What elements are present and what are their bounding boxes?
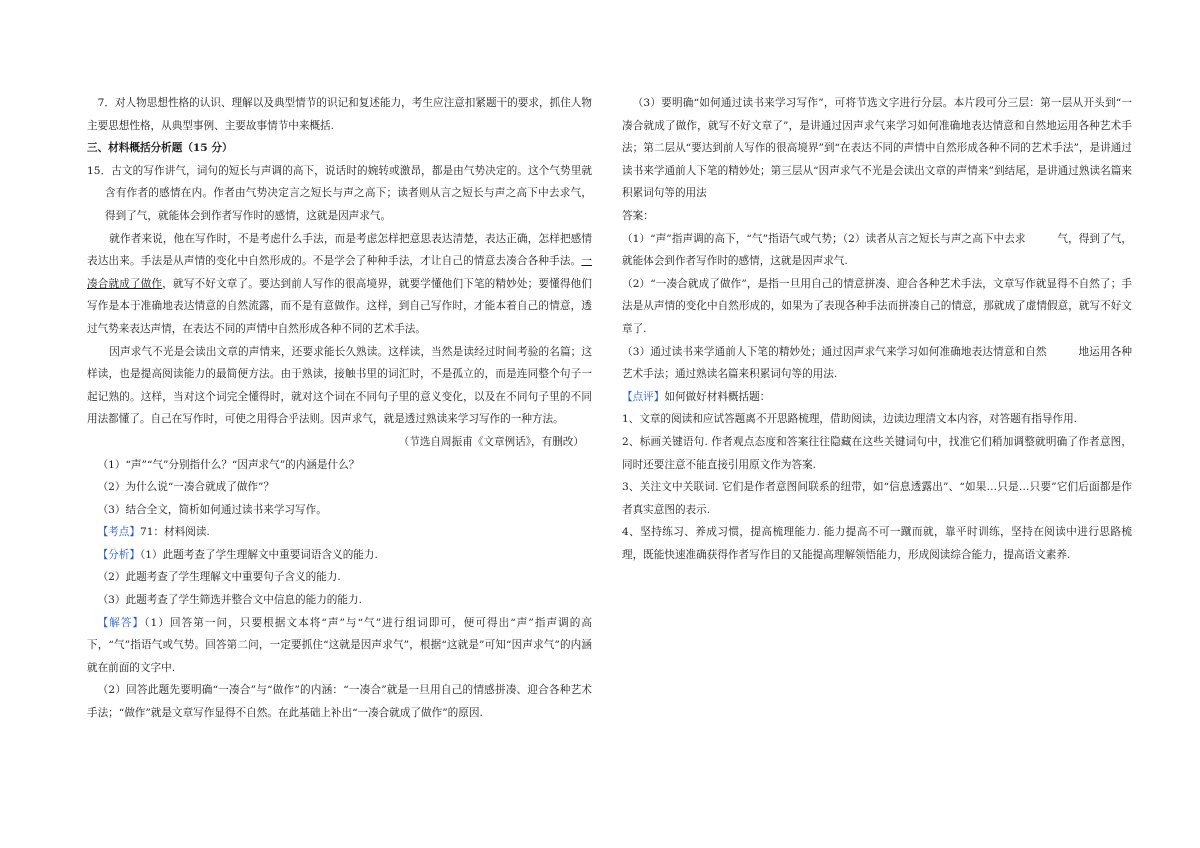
jieda-text-3: （3）要明确“如何通过读书来学习写作”，可将节选文字进行分层。本片段可分三层：第一层从开头到“一凑合就成了做作，就写不好文章了”，是讲通过因声求气来学习如何准确地表达情意和自然地运用各种艺术手法；第二层从“要达到前人写作的很高境界”到“在表达不同的声情中自然形成各种不同的艺术手法”，是讲通过读书来学通前人下笔的精妙处；第三层从“因声求气不光是会读出文章的声情来”到结尾，是讲通过熟读名篇来积累词句等的用法 <box>622 97 1132 200</box>
kaodian-tag: 【考点】 <box>97 526 140 539</box>
fenxi-tag: 【分析】 <box>97 548 140 561</box>
answer-2: （2）“一凑合就成了做作”，是指一旦用自己的情意拼凑、迎合各种艺术手法，文章写作就显得不自然了；手法是从声情的变化中自然形成的，如果为了表现各种手法而拼凑自己的情意，那就成了虚情假意，就写不好文章了. <box>622 277 1132 335</box>
answer-3-part-b: 地运用各种艺术手法；通过熟读名篇来积累词句等的用法. <box>622 345 1132 381</box>
sub-question-2: （2）为什么说“一凑合就成了做作”？ <box>97 481 275 494</box>
passage-paragraph-2 <box>87 228 592 341</box>
item-7-commentary: 7．对人物思想性格的认识、理解以及典型情节的识记和复述能力，考生应注意扣紧题干的要求，抓住人物主要思想性格，从典型事例、主要故事情节中来概括. <box>87 97 592 132</box>
sub-question-1: （1）“声”“气”分别指什么？“因声求气”的内涵是什么？ <box>97 458 360 471</box>
kaodian-text: 71：材料阅读. <box>139 526 210 539</box>
answer-1-part-a: （1）“声”指声调的高下，“气”指语气或气势；（2）读者从言之短长与声之高下中去求 <box>622 232 1026 245</box>
question-15-text: 古文的写作讲气，词句的短长与声调的高下，说话时的婉转或激昂，都是由气势决定的。这个气势里就含有作者的感情在内。作者由气势决定言之短长与声之高下；读者则从言之短长与声之高下中去求气，得到了气，就能体会到作者写作时的感情，这就是因声求气。 <box>105 164 593 222</box>
dianping-tag: 【点评】 <box>622 390 665 403</box>
fenxi-line-3: （3）此题考查了学生筛选并整合文中信息的能力的能力. <box>97 594 362 607</box>
answer-label: 答案： <box>622 209 654 222</box>
underlined-phrase: 一凑合就成了做作 <box>87 255 592 290</box>
tip-3: 3、关注文中关联词. 它们是作者意图间联系的纽带，如“信息透露出”、“如果…只是…只要”它们后面都是作者真实意图的表示. <box>622 481 1132 516</box>
tip-1: 1、文章的阅读和应试答题离不开思路梳理，借助阅读，边读边理清文本内容，对答题有指导作用. <box>622 413 1078 426</box>
jieda-text-1: （1）回答第一问，只要根据文本将“声”与“气”进行组词即可，便可得出“声”指声调的高下，“气”指语气或气势。回答第二问，一定要抓住“这就是因声求气”，根据“这就是”可知“因声求气”的内涵就在前面的文字中. <box>87 616 593 674</box>
fenxi-line-2: （2）此题考查了学生理解文中重要句子含义的能力. <box>97 571 341 584</box>
answer-1 <box>622 228 1132 273</box>
jieda-text-2: （2）回答此题先要明确“一凑合”与“做作”的内涵：“一凑合”就是一旦用自己的情感拼凑、迎合各种艺术手法；“做作”就是文章写作显得不自然。在此基础上补出“一凑合就成了做作”的原因. <box>87 684 592 720</box>
answer-1-part-b: 气，得到了气，就能体会到作者写作时的感情，这就是因声求气. <box>622 232 1132 268</box>
question-15-number: 15． <box>87 164 112 177</box>
passage-paragraph-3: 因声求气不光是会读出文章的声情来，还要求能长久熟读。这样读，当然是读经过时间考验的名篇；这样读，也是提高阅读能力的最简便方法。由于熟读，接触书里的词汇时，不是孤立的，而是连同整个句子一起记熟的。这样，当对这个词完全懂得时，就对这个词在不同句子里的意义变化，以及在不同句子里的不同用法都懂了。自己在写作时，可使之用得合乎法则。因声求气，就是透过熟读来学习写作的一种方法。 <box>87 345 592 426</box>
passage-paragraph-2-part-a: 就作者来说，他在写作时，不是考虑什么手法，而是考虑怎样把意思表达清楚，表达正确，怎样把感情表达出来。手法是从声情的变化中自然形成的。不是学会了种种手法，才让自己的情意去凑合各种手法。 <box>87 232 592 268</box>
fenxi-line <box>87 544 592 567</box>
kaodian-line <box>87 521 592 544</box>
question-15-paragraph-1 <box>87 160 592 228</box>
jieda-tag: 【解答】 <box>97 616 145 629</box>
dianping-text: 如何做好材料概括题： <box>664 390 771 403</box>
source-citation: （节选自周振甫《文章例话》，有删改） <box>398 435 584 448</box>
sub-question-3: （3）结合全文，简析如何通过读书来学习写作。 <box>97 503 327 516</box>
fenxi-text-1: （1）此题考查了学生理解文中重要词语含义的能力. <box>139 548 378 561</box>
tip-4: 4、坚持练习、养成习惯，提高梳理能力. 能力提高不可一蹴而就，靠平时训练，坚持在阅读中进行思路梳理，既能快速准确获得作者写作目的又能提高理解领悟能力，形成阅读综合能力，提高语文素养. <box>622 526 1132 561</box>
answer-3 <box>622 341 1132 386</box>
jieda-line <box>87 612 592 680</box>
left-column <box>87 92 592 725</box>
dianping-line <box>622 386 1132 409</box>
tip-2: 2、标画关键语句. 作者观点态度和答案往往隐藏在这些关键词句中，找准它们稍加调整就明确了作者意图，同时还要注意不能直接引用原文作为答案. <box>622 435 1132 471</box>
right-column <box>622 92 1132 566</box>
section-heading: 三、材料概括分析题（15 分） <box>87 142 233 155</box>
passage-paragraph-2-part-b: ，就写不好文章了。要达到前人写作的很高境界，就要学懂他们下笔的精妙处；要懂得他们写作是本于准确地表达情意的自然流露，而不是有意做作。这样，到自己写作时，才能本着自己的情意，透过气势来表达声情，在表达不同的声情中自然形成各种不同的艺术手法。 <box>87 277 593 335</box>
answer-3-part-a: （3）通过读书来学通前人下笔的精妙处；通过因声求气来学习如何准确地表达情意和自然 <box>622 345 1047 358</box>
